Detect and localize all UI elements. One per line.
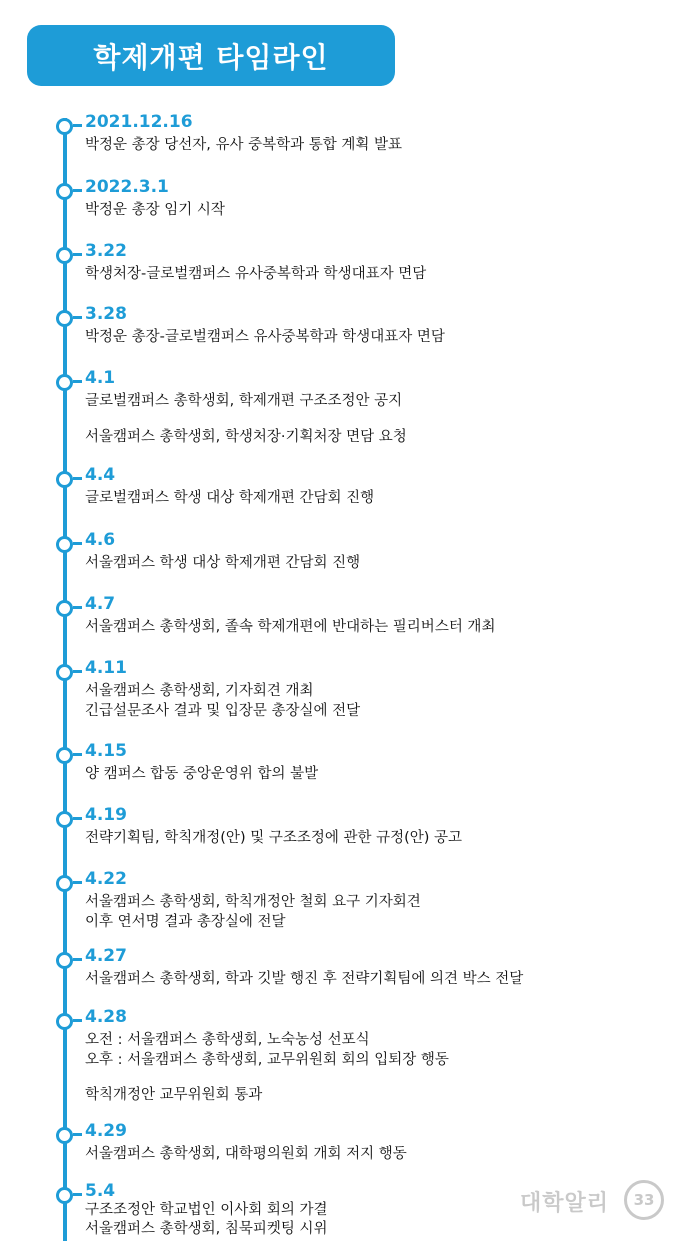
timeline-tick <box>73 1019 82 1022</box>
watermark-text: 대학알리 <box>520 1191 610 1216</box>
timeline-tick <box>73 316 82 319</box>
entry-date: 2022.3.1 <box>85 177 169 197</box>
timeline-dot <box>56 811 73 828</box>
entry-text: 박정운 총장 임기 시작 <box>85 202 225 218</box>
entry-text: 글로벌캠퍼스 총학생회, 학제개편 구조조정안 공지 <box>85 393 403 409</box>
entry-date: 4.4 <box>85 465 116 485</box>
timeline-tick <box>73 817 82 820</box>
timeline-dot <box>56 875 73 892</box>
timeline-dot <box>56 183 73 200</box>
entry-date: 4.28 <box>85 1007 127 1027</box>
timeline-dot <box>56 1127 73 1144</box>
entry-date: 3.28 <box>85 304 127 324</box>
timeline-tick <box>73 542 82 545</box>
entry-text: 서울캠퍼스 총학생회, 침묵피켓팅 시위 <box>85 1221 328 1237</box>
entry-date: 4.7 <box>85 594 116 614</box>
entry-date: 4.6 <box>85 530 116 550</box>
timeline-dot <box>56 747 73 764</box>
timeline-dot <box>56 471 73 488</box>
entry-text: 양 캠퍼스 합동 중앙운영위 합의 불발 <box>85 766 319 782</box>
watermark-logo-icon: 33 <box>624 1180 664 1220</box>
timeline-tick <box>73 606 82 609</box>
entry-date: 4.19 <box>85 805 127 825</box>
entry-text: 긴급설문조사 결과 및 입장문 총장실에 전달 <box>85 703 361 719</box>
page-title: 학제개편 타임라인 <box>27 25 395 86</box>
timeline-dot <box>56 600 73 617</box>
entry-text: 서울캠퍼스 총학생회, 학생처장·기획처장 면담 요청 <box>85 429 407 445</box>
entry-text: 오전 : 서울캠퍼스 총학생회, 노숙농성 선포식 <box>85 1032 370 1048</box>
timeline-dot <box>56 374 73 391</box>
entry-text: 박정운 총장 당선자, 유사 중복학과 통합 계획 발표 <box>85 137 403 153</box>
timeline-tick <box>73 958 82 961</box>
timeline-tick <box>73 124 82 127</box>
entry-date: 3.22 <box>85 241 127 261</box>
timeline-tick <box>73 477 82 480</box>
entry-text: 서울캠퍼스 학생 대상 학제개편 간담회 진행 <box>85 555 361 571</box>
entry-date: 2021.12.16 <box>85 112 193 132</box>
timeline-tick <box>73 670 82 673</box>
entry-text: 전략기획팀, 학칙개정(안) 및 구조조정에 관한 규정(안) 공고 <box>85 830 463 846</box>
timeline-dot <box>56 118 73 135</box>
entry-date: 4.22 <box>85 869 127 889</box>
timeline-dot <box>56 1013 73 1030</box>
entry-text: 박정운 총장-글로벌캠퍼스 유사중복학과 학생대표자 면담 <box>85 329 445 345</box>
entry-text: 학칙개정안 교무위원회 통과 <box>85 1087 263 1103</box>
entry-text: 서울캠퍼스 총학생회, 학과 깃발 행진 후 전략기획팀에 의견 박스 전달 <box>85 971 524 987</box>
entry-date: 5.4 <box>85 1181 116 1201</box>
entry-text: 학생처장-글로벌캠퍼스 유사중복학과 학생대표자 면담 <box>85 266 427 282</box>
entry-text: 서울캠퍼스 총학생회, 학칙개정안 철회 요구 기자회견 <box>85 894 421 910</box>
entry-text: 구조조정안 학교법인 이사회 회의 가결 <box>85 1202 328 1218</box>
entry-text: 이후 연서명 결과 총장실에 전달 <box>85 914 286 930</box>
timeline-tick <box>73 253 82 256</box>
entry-date: 4.29 <box>85 1121 127 1141</box>
entry-text: 글로벌캠퍼스 학생 대상 학제개편 간담회 진행 <box>85 490 375 506</box>
timeline-tick <box>73 881 82 884</box>
entry-date: 4.1 <box>85 368 116 388</box>
entry-text: 서울캠퍼스 총학생회, 대학평의원회 개회 저지 행동 <box>85 1146 407 1162</box>
entry-date: 4.15 <box>85 741 127 761</box>
timeline-tick <box>73 753 82 756</box>
entry-text: 오후 : 서울캠퍼스 총학생회, 교무위원회 회의 입퇴장 행동 <box>85 1052 449 1068</box>
timeline-dot <box>56 1187 73 1204</box>
timeline-dot <box>56 247 73 264</box>
timeline-tick <box>73 189 82 192</box>
timeline-tick <box>73 1193 82 1196</box>
timeline-dot <box>56 310 73 327</box>
timeline-tick <box>73 1133 82 1136</box>
timeline-dot <box>56 664 73 681</box>
entry-text: 서울캠퍼스 총학생회, 졸속 학제개편에 반대하는 필리버스터 개최 <box>85 619 496 635</box>
entry-date: 4.27 <box>85 946 127 966</box>
entry-text: 서울캠퍼스 총학생회, 기자회견 개최 <box>85 683 314 699</box>
timeline-tick <box>73 380 82 383</box>
timeline-dot <box>56 952 73 969</box>
timeline-dot <box>56 536 73 553</box>
entry-date: 4.11 <box>85 658 127 678</box>
